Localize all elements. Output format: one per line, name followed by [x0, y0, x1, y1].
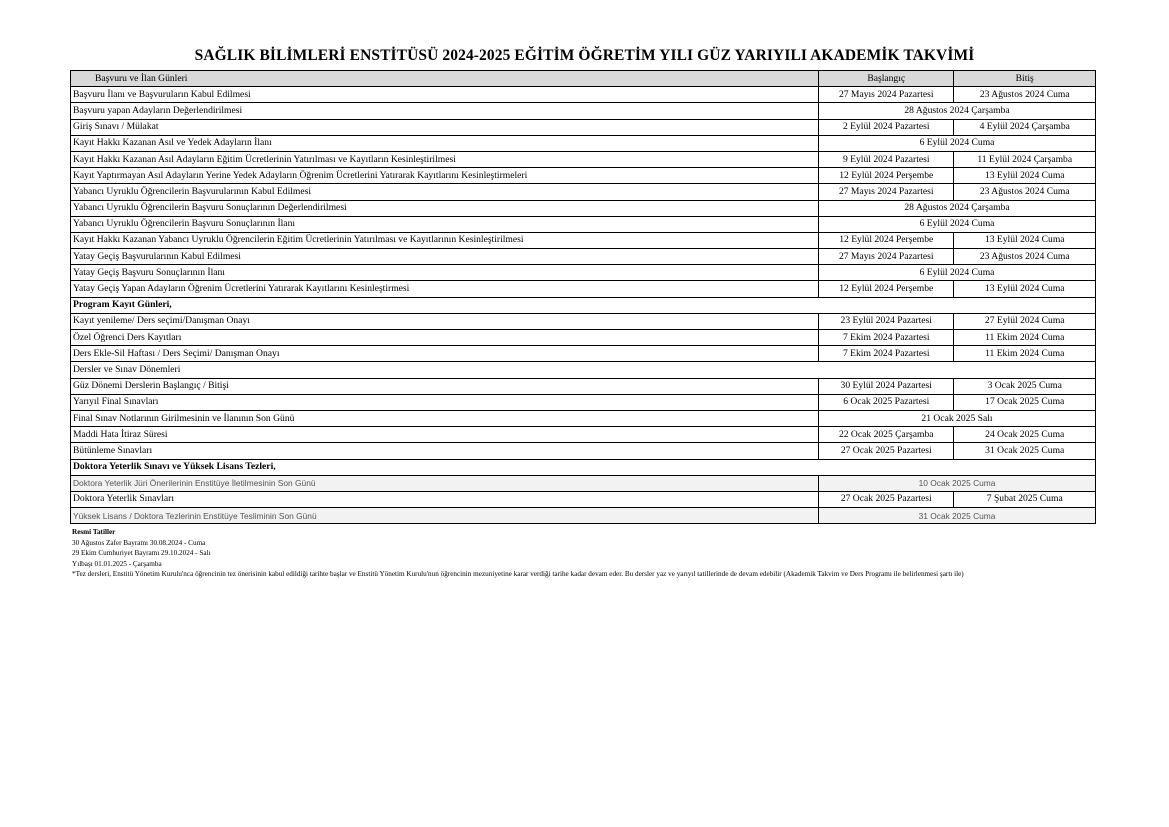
end-date: 17 Ocak 2025 Cuma [954, 394, 1096, 410]
table-row [71, 459, 1096, 475]
event-date: 31 Ocak 2025 Cuma [819, 508, 1096, 524]
event-label: Yatay Geçiş Başvurularının Kabul Edilmesi [71, 249, 819, 265]
table-row [71, 168, 1096, 184]
end-date: 23 Ağustos 2024 Cuma [954, 184, 1096, 200]
end-date: 13 Eylül 2024 Cuma [954, 281, 1096, 297]
table-row [71, 508, 1096, 524]
table-row [71, 232, 1096, 248]
holiday-line: Yılbaşı 01.01.2025 - Çarşamba [72, 559, 162, 568]
section-heading: Doktora Yeterlik Sınavı ve Yüksek Lisans Tezleri, [71, 459, 1096, 475]
table-row [71, 151, 1096, 167]
event-label: Özel Öğrenci Ders Kayıtları [71, 330, 819, 346]
start-date: 22 Ocak 2025 Çarşamba [819, 427, 954, 443]
event-label: Doktora Yeterlik Sınavları [71, 491, 819, 507]
table-row [71, 265, 1096, 281]
table-row [71, 362, 1096, 378]
table-row [71, 394, 1096, 410]
start-date: 12 Eylül 2024 Perşembe [819, 281, 954, 297]
event-label: Doktora Yeterlik Jüri Önerilerinin Enstitüye İletilmesinin Son Günü [71, 475, 819, 491]
table-row [71, 475, 1096, 491]
start-date: 27 Ocak 2025 Pazartesi [819, 491, 954, 507]
table-row [71, 103, 1096, 119]
end-date: 4 Eylül 2024 Çarşamba [954, 119, 1096, 135]
table-row [71, 313, 1096, 329]
start-date: 7 Ekim 2024 Pazartesi [819, 346, 954, 362]
event-label: Bütünleme Sınavları [71, 443, 819, 459]
table-row [71, 200, 1096, 216]
table-row [71, 410, 1096, 426]
event-label: Yüksek Lisans / Doktora Tezlerinin Enstitüye Tesliminin Son Günü [71, 508, 819, 524]
end-date: 3 Ocak 2025 Cuma [954, 378, 1096, 394]
start-date: 2 Eylül 2024 Pazartesi [819, 119, 954, 135]
start-date: 7 Ekim 2024 Pazartesi [819, 330, 954, 346]
table-row [71, 119, 1096, 135]
holidays-title: Resmi Tatiller [72, 528, 116, 536]
start-date: 9 Eylül 2024 Pazartesi [819, 151, 954, 167]
start-date: 27 Mayıs 2024 Pazartesi [819, 87, 954, 103]
academic-calendar-table [70, 70, 1096, 524]
event-label: Kayıt Hakkı Kazanan Yabancı Uyruklu Öğrencilerin Eğitim Ücretlerinin Yatırılması ve Kayıtlarının Kesinleştirilmesi [71, 232, 819, 248]
end-date: 13 Eylül 2024 Cuma [954, 232, 1096, 248]
event-label: Ders Ekle-Sil Haftası / Ders Seçimi/ Danışman Onayı [71, 346, 819, 362]
start-date: 12 Eylül 2024 Perşembe [819, 232, 954, 248]
holiday-line: 30 Ağustos Zafer Bayramı 30.08.2024 - Cuma [72, 538, 206, 547]
event-label: Kayıt yenileme/ Ders seçimi/Danışman Onayı [71, 313, 819, 329]
end-date: 7 Şubat 2025 Cuma [954, 491, 1096, 507]
event-date: 6 Eylül 2024 Cuma [819, 216, 1096, 232]
table-header-row [71, 71, 1096, 87]
header-start: Başlangıç [819, 71, 954, 87]
end-date: 23 Ağustos 2024 Cuma [954, 87, 1096, 103]
event-label: Yatay Geçiş Yapan Adayların Öğrenim Ücretlerini Yatırarak Kayıtlarını Kesinleştirmesi [71, 281, 819, 297]
start-date: 6 Ocak 2025 Pazartesi [819, 394, 954, 410]
event-label: Başvuru yapan Adayların Değerlendirilmesi [71, 103, 819, 119]
holiday-line: 29 Ekim Cumhuriyet Bayramı 29.10.2024 - Salı [72, 549, 211, 558]
table-row [71, 346, 1096, 362]
event-label: Güz Dönemi Derslerin Başlangıç / Bitişi [71, 378, 819, 394]
table-row [71, 249, 1096, 265]
header-end: Bitiş [954, 71, 1096, 87]
end-date: 11 Ekim 2024 Cuma [954, 330, 1096, 346]
event-label: Giriş Sınavı / Mülakat [71, 119, 819, 135]
footnote: *Tez dersleri, Enstitü Yönetim Kurulu'nca öğrencinin tez önerisinin kabul edildiği tarihte başlar ve Enstitü Yönetim Kurulu'nun öğrencinin mezuniyetine karar verdiği tarihe kadar devam eder. Bu dersler yaz ve yarıyıl tatillerinde de devam edebilir (Akademik Takvim ve Ders Programı ile belirlenmesi şartı ile) [72, 570, 964, 579]
event-label: Kayıt Hakkı Kazanan Asıl ve Yedek Adayların İlanı [71, 135, 819, 151]
start-date: 27 Mayıs 2024 Pazartesi [819, 249, 954, 265]
table-row [71, 443, 1096, 459]
event-label: Final Sınav Notlarının Girilmesinin ve İlanının Son Günü [71, 410, 819, 426]
table-row [71, 281, 1096, 297]
event-label: Yabancı Uyruklu Öğrencilerin Başvuru Sonuçlarının Değerlendirilmesi [71, 200, 819, 216]
event-label: Maddi Hata İtiraz Süresi [71, 427, 819, 443]
start-date: 30 Eylül 2024 Pazartesi [819, 378, 954, 394]
table-row [71, 330, 1096, 346]
table-row [71, 135, 1096, 151]
event-label: Yabancı Uyruklu Öğrencilerin Başvurularının Kabul Edilmesi [71, 184, 819, 200]
table-row [71, 491, 1096, 507]
event-date: 28 Ağustos 2024 Çarşamba [819, 200, 1096, 216]
table-row [71, 297, 1096, 313]
event-label: Kayıt Yaptırmayan Asıl Adayların Yerine Yedek Adayların Öğrenim Ücretlerini Yatırarak Kayıtlarını Kesinleştirmeleri [71, 168, 819, 184]
event-label: Yabancı Uyruklu Öğrencilerin Başvuru Sonuçlarının İlanı [71, 216, 819, 232]
table-row [71, 184, 1096, 200]
start-date: 23 Eylül 2024 Pazartesi [819, 313, 954, 329]
event-date: 21 Ocak 2025 Salı [819, 410, 1096, 426]
end-date: 27 Eylül 2024 Cuma [954, 313, 1096, 329]
event-label: Kayıt Hakkı Kazanan Asıl Adayların Eğitim Ücretlerinin Yatırılması ve Kayıtların Kesinleştirilmesi [71, 151, 819, 167]
start-date: 12 Eylül 2024 Perşembe [819, 168, 954, 184]
event-label: Yatay Geçiş Başvuru Sonuçlarının İlanı [71, 265, 819, 281]
page-title: SAĞLIK BİLİMLERİ ENSTİTÜSÜ 2024-2025 EĞİTİM ÖĞRETİM YILI GÜZ YARIYILI AKADEMİK TAKVİMİ [194, 47, 975, 64]
section-heading: Program Kayıt Günleri, [71, 297, 1096, 313]
table-row [71, 87, 1096, 103]
start-date: 27 Mayıs 2024 Pazartesi [819, 184, 954, 200]
table-row [71, 378, 1096, 394]
subsection-heading: Dersler ve Sınav Dönemleri [71, 362, 1096, 378]
table-row [71, 427, 1096, 443]
event-date: 28 Ağustos 2024 Çarşamba [819, 103, 1096, 119]
event-date: 10 Ocak 2025 Cuma [819, 475, 1096, 491]
notes-block [72, 527, 1072, 580]
end-date: 23 Ağustos 2024 Cuma [954, 249, 1096, 265]
end-date: 11 Eylül 2024 Çarşamba [954, 151, 1096, 167]
event-label: Yarıyıl Final Sınavları [71, 394, 819, 410]
event-date: 6 Eylül 2024 Cuma [819, 265, 1096, 281]
event-date: 6 Eylül 2024 Cuma [819, 135, 1096, 151]
start-date: 27 Ocak 2025 Pazartesi [819, 443, 954, 459]
end-date: 13 Eylül 2024 Cuma [954, 168, 1096, 184]
header-application-dates: Başvuru ve İlan Günleri [71, 71, 819, 87]
end-date: 11 Ekim 2024 Cuma [954, 346, 1096, 362]
end-date: 31 Ocak 2025 Cuma [954, 443, 1096, 459]
event-label: Başvuru İlanı ve Başvuruların Kabul Edilmesi [71, 87, 819, 103]
end-date: 24 Ocak 2025 Cuma [954, 427, 1096, 443]
table-row [71, 216, 1096, 232]
